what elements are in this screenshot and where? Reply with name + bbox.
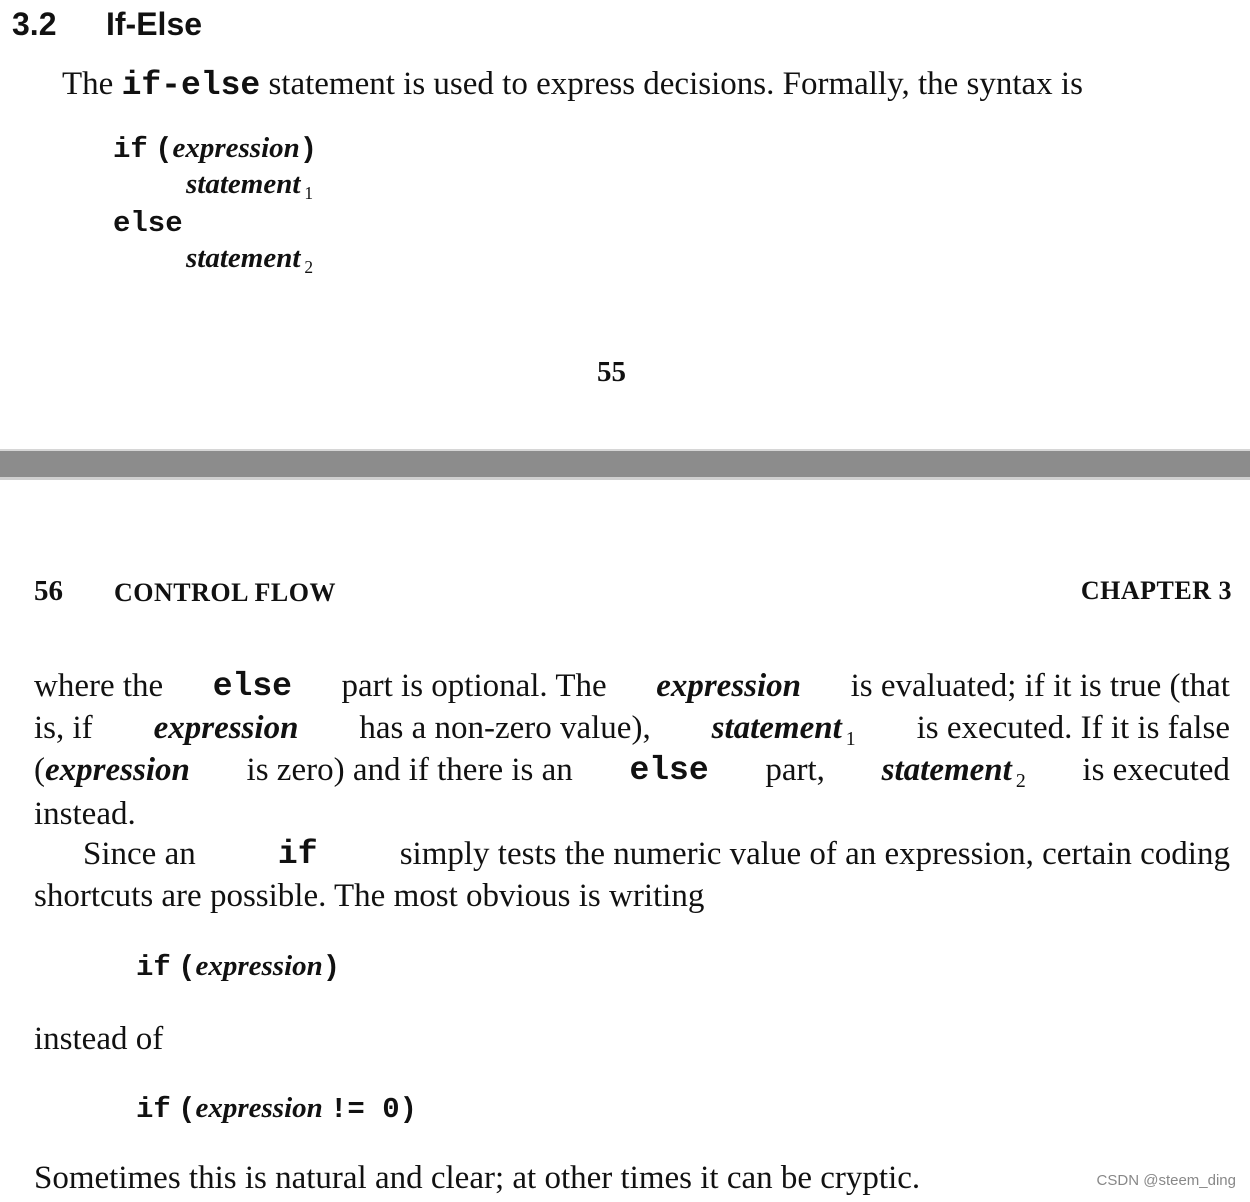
text-segment: Since an	[83, 836, 196, 872]
watermark: CSDN @steem_ding	[1096, 1172, 1236, 1189]
page-number: 55	[597, 356, 626, 388]
code-expression: expression	[195, 1092, 323, 1124]
code-example-2	[136, 1092, 417, 1126]
code-open-paren: (	[178, 951, 196, 984]
syntax-if-line	[113, 132, 317, 166]
text-segment: part is optional. The	[341, 668, 607, 704]
section-title: If-Else	[106, 6, 203, 42]
italic-statement: statement	[711, 710, 842, 746]
code-if-keyword: if	[136, 951, 171, 984]
italic-expression: expression	[656, 668, 802, 704]
code-if-keyword: if	[136, 1093, 171, 1126]
paragraph2-line1	[83, 836, 1230, 873]
code-close-paren: )	[399, 1093, 418, 1126]
text-segment: simply tests the numeric value of an expression, certain coding	[399, 836, 1230, 872]
syntax-statement: statement	[186, 168, 301, 200]
syntax-expression: expression	[172, 132, 300, 164]
syntax-if-keyword: if	[113, 133, 148, 166]
code-expression: expression	[195, 950, 323, 982]
italic-expression: expression	[45, 752, 190, 788]
final-sentence: Sometimes this is natural and clear; at other times it can be cryptic.	[34, 1160, 921, 1196]
text-segment: has a non-zero value),	[359, 710, 651, 746]
intro-text-after: statement is used to express decisions. Formally, the syntax is	[268, 66, 1083, 102]
running-head-chapter: CHAPTER 3	[1080, 576, 1232, 605]
paragraph1-line4: instead.	[34, 796, 136, 832]
syntax-close-paren: )	[299, 133, 318, 166]
syntax-else-line	[113, 206, 183, 240]
italic-statement: statement	[881, 752, 1012, 788]
open-paren: (	[34, 752, 45, 788]
page-separator	[0, 449, 1250, 480]
text-segment: is evaluated; if it is true (that	[850, 668, 1230, 704]
syntax-statement2-line	[186, 242, 314, 278]
syntax-subscript-2: 2	[304, 257, 314, 278]
section-number: 3.2	[12, 6, 57, 42]
section-heading	[12, 6, 202, 43]
intro-text-before: The	[62, 66, 114, 102]
running-head-page-number: 56	[34, 575, 63, 607]
intro-sentence	[62, 66, 1083, 104]
text-segment: part,	[765, 752, 825, 788]
syntax-statement: statement	[186, 242, 301, 274]
text-segment: where the	[34, 668, 164, 704]
code-example-1	[136, 950, 340, 984]
text-segment: is zero) and if there is an	[246, 752, 573, 788]
code-not-equal-zero: != 0	[330, 1093, 400, 1126]
inline-code-if: if	[277, 836, 318, 873]
paren-expression	[34, 752, 190, 789]
running-head-title: CONTROL FLOW	[114, 578, 336, 607]
syntax-else-keyword: else	[113, 207, 183, 240]
subscript-2: 2	[1015, 769, 1026, 792]
instead-of-text: instead of	[34, 1021, 164, 1057]
syntax-open-paren: (	[155, 133, 173, 166]
italic-expression: expression	[153, 710, 299, 746]
text-segment: is executed. If it is false	[916, 710, 1230, 746]
paragraph2-line2: shortcuts are possible. The most obvious is writing	[34, 878, 705, 914]
paragraph1-line1	[34, 668, 1230, 705]
code-close-paren: )	[322, 951, 341, 984]
paragraph1-line2	[34, 710, 1230, 750]
statement2-term	[881, 752, 1026, 792]
paragraph1-line3	[34, 752, 1230, 792]
code-open-paren: (	[178, 1093, 196, 1126]
subscript-1: 1	[845, 727, 856, 750]
inline-code-else: else	[212, 668, 292, 705]
inline-code-else: else	[629, 752, 709, 789]
text-segment: is, if	[34, 710, 93, 746]
syntax-statement1-line	[186, 168, 314, 204]
statement1-term	[711, 710, 856, 750]
text-segment: is executed	[1082, 752, 1230, 788]
syntax-subscript-1: 1	[304, 183, 314, 204]
intro-code-if-else: if-else	[121, 67, 261, 104]
